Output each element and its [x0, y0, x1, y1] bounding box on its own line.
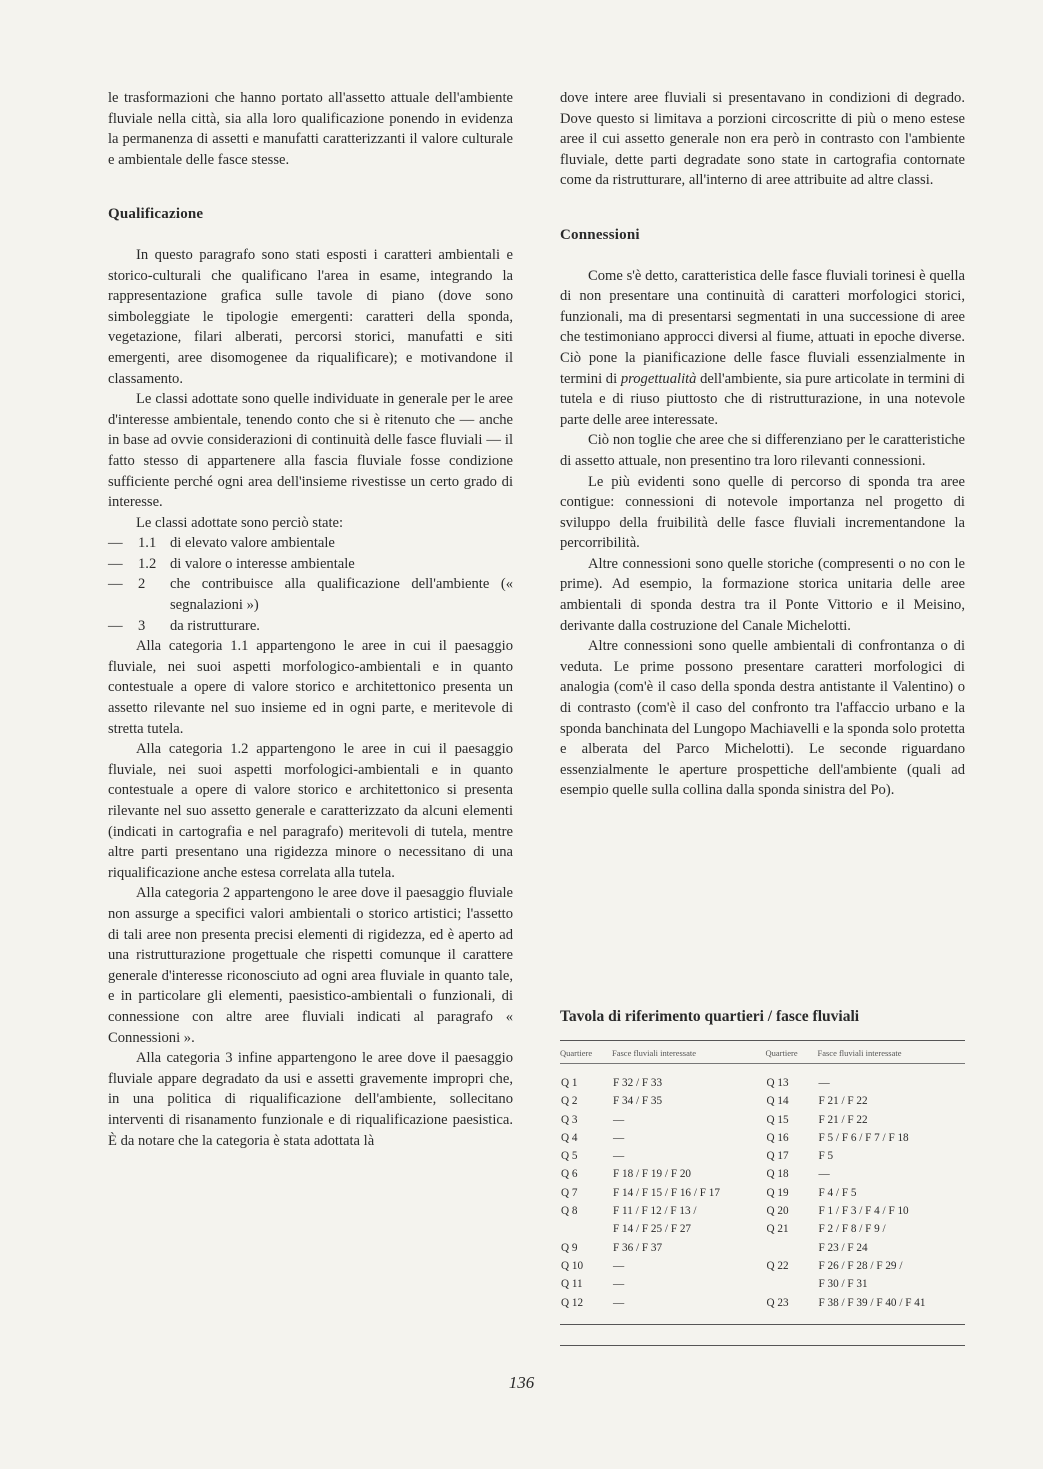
quartiere-cell: Q 11	[561, 1278, 583, 1291]
quartiere-cell: Q 9	[561, 1241, 578, 1254]
table-row	[766, 1184, 966, 1202]
paragraph: Alla categoria 1.2 appartengono le aree in cui il paesaggio fluviale, nei suoi aspetti morfologici-ambientali e in quanto contestuale a opere di valore storico e architettonico si presenta rilevante nel suo assetto generale e caratterizzato da alcuni elementi (indicati in cartografia e nel paragrafo) meritevoli di tutela, mentre altre parti presentano una rigidezza minore o necessitano di una riqualificazione anche estesa correlata alla tutela.	[108, 741, 513, 881]
fasce-cell: —	[613, 1131, 625, 1144]
list-dash: —	[108, 617, 123, 634]
table-right-block	[766, 1074, 966, 1312]
table-row	[560, 1294, 760, 1312]
reference-table	[560, 1040, 965, 1325]
table-row	[766, 1074, 966, 1092]
fasce-cell: F 11 / F 12 / F 13 /	[613, 1205, 697, 1218]
table-row	[766, 1147, 966, 1165]
fasce-cell: —	[818, 1077, 830, 1089]
fasce-cell: F 34 / F 35	[613, 1095, 663, 1108]
table-row	[766, 1092, 966, 1110]
header-fasce: Fasce fluviali interessate	[612, 1048, 697, 1058]
table-row	[766, 1220, 966, 1238]
header-quartiere: Quartiere	[765, 1048, 798, 1058]
table-row	[560, 1257, 760, 1275]
table-row	[766, 1165, 966, 1183]
table-row	[560, 1092, 760, 1110]
table-bottom-rule	[560, 1345, 965, 1346]
table-title: Tavola di riferimento quartieri / fasce fluviali	[560, 1008, 860, 1025]
class-code: 1.2	[138, 555, 157, 572]
class-code: 2	[138, 576, 146, 593]
table-row	[560, 1165, 760, 1183]
header-fasce: Fasce fluviali interessate	[817, 1048, 902, 1058]
quartiere-cell: Q 15	[766, 1113, 789, 1126]
paragraph-text: Come s'è detto, caratteristica delle fasce fluviali torinesi è quella di non presentare una continuità di caratteri morfologici storici, funzionali, ma di presentarsi segmentati in una successione di aree che testimoniano approcci diversi al fiume, attuati in epoche diverse. Ciò pone la pianificazione delle fasce fluviali essenzialmente in termini di	[560, 267, 965, 387]
table-row	[766, 1239, 966, 1257]
emphasis-text: progettualità	[620, 370, 697, 387]
table-row	[560, 1074, 760, 1092]
paragraph: Ciò non toglie che aree che si differenziano per le caratteristiche di assetto attuale, non presentino tra loro rilevanti connessioni.	[560, 432, 965, 469]
quartiere-cell: Q 23	[766, 1296, 789, 1309]
quartiere-cell: Q 5	[561, 1150, 578, 1163]
class-text: da ristrutturare.	[170, 617, 260, 634]
class-text: di elevato valore ambientale	[170, 535, 335, 552]
fasce-cell: F 14 / F 25 / F 27	[613, 1223, 692, 1236]
paragraph: Altre connessioni sono quelle storiche (compresenti o no con le prime). Ad esempio, la formazione storica unitaria delle aree ambientali di sponda destra tra il Ponte Vittorio e il Meisino, derivante dalla costruzione del Canale Michelotti.	[560, 555, 965, 634]
fasce-cell: —	[613, 1259, 625, 1272]
right-intro-paragraph: dove intere aree fluviali si presentavano in condizioni di degrado. Dove questo si limitava a porzioni circoscritte di più o meno estese aree il cui assetto generale non era però in contrasto con l'ambiente fluviale, dette parti degradate sono state in cartografia contornate come da ristrutturare, all'interno di aree attribuite ad altre classi.	[560, 90, 965, 189]
fasce-cell: F 1 / F 3 / F 4 / F 10	[818, 1205, 909, 1218]
quartiere-cell: Q 18	[766, 1168, 789, 1181]
table-left-block	[560, 1074, 760, 1312]
table-row	[560, 1129, 760, 1147]
section-heading-connessioni: Connessioni	[560, 226, 640, 243]
table-row	[560, 1184, 760, 1202]
quartiere-cell: Q 4	[561, 1131, 578, 1144]
table-row	[766, 1257, 966, 1275]
quartiere-cell: Q 6	[561, 1168, 578, 1181]
left-column	[108, 88, 513, 1151]
fasce-cell: F 2 / F 8 / F 9 /	[818, 1223, 886, 1236]
class-list-item	[108, 574, 513, 615]
table-row	[766, 1275, 966, 1293]
paragraph	[560, 266, 965, 431]
table-row	[766, 1129, 966, 1147]
paragraph-text: dell'ambiente, sia pure articolate in termini di tutela e di riuso piuttosto che di ristrutturazione, in una notevole parte delle aree interessate.	[560, 370, 965, 428]
fasce-cell: F 36 / F 37	[613, 1241, 663, 1254]
fasce-cell: —	[613, 1113, 625, 1126]
paragraph: Alla categoria 2 appartengono le aree dove il paesaggio fluviale non assurge a specifici valori ambientali o storico artistici; l'assetto di tali aree non presenta precisi elementi di rigidezza, ed è aperto ad una ristrutturazione progettuale che rispetti comunque il carattere generale d'interesse riconosciuto ad ogni area fluviale in quanto tale, e in particolare gli elementi, paesistico-ambientali o funzionali, di connessione con altre aree fluviali indicati al paragrafo « Connessioni ».	[108, 885, 513, 1046]
fasce-cell: F 21 / F 22	[818, 1095, 868, 1108]
quartiere-cell: Q 20	[766, 1205, 789, 1218]
table-row	[560, 1239, 760, 1257]
page-number: 136	[508, 1373, 535, 1392]
fasce-cell: —	[613, 1150, 625, 1163]
quartiere-cell: Q 13	[766, 1077, 789, 1089]
quartiere-cell: Q 14	[766, 1095, 789, 1108]
paragraph: Le classi adottate sono quelle individuate in generale per le aree d'interesse ambientale, tenendo conto che si è ritenuto che — anche in base ad ovvie considerazioni di continuità delle fasce fluviali — il fatto stesso di appartenere alla fascia fluviale fosse condizione sufficiente perché ogni area dell'insieme rivestisse un certo grado di interesse.	[108, 391, 513, 511]
table-row	[560, 1111, 760, 1129]
fasce-cell: —	[613, 1296, 625, 1309]
fasce-cell: F 21 / F 22	[818, 1113, 868, 1126]
quartiere-cell	[766, 1239, 819, 1257]
quartiere-cell	[766, 1275, 819, 1293]
class-list-item	[108, 616, 513, 637]
quartiere-cell: Q 17	[766, 1150, 789, 1163]
class-list-item	[108, 533, 513, 554]
paragraph: Le classi adottate sono perciò state:	[136, 514, 344, 531]
class-code: 1.1	[138, 535, 157, 552]
header-quartiere: Quartiere	[560, 1048, 593, 1058]
quartiere-cell: Q 21	[766, 1223, 789, 1236]
fasce-cell: —	[613, 1278, 625, 1291]
class-code: 3	[138, 617, 146, 634]
class-list-item	[108, 554, 513, 575]
paragraph: Alla categoria 1.1 appartengono le aree in cui il paesaggio fluviale, nei suoi aspetti morfologico-ambientali e in quanto contestuale a opere di valore storico e architettonico presenta un assetto rilevante nel suo insieme ed in ogni parte, e meritevole di stretta tutela.	[108, 638, 513, 737]
table-row	[766, 1111, 966, 1129]
fasce-cell: F 18 / F 19 / F 20	[613, 1168, 692, 1181]
fasce-cell: F 26 / F 28 / F 29 /	[818, 1259, 903, 1272]
paragraph: Alla categoria 3 infine appartengono le aree dove il paesaggio fluviale appare degradato da usi e assetti gravemente impropri che, in una politica di riqualificazione dell'ambiente, sollecitano interventi di risanamento funzionale e di riqualificazione paesistica. È da notare che la categoria è stata adottata là	[108, 1050, 513, 1149]
table-row	[560, 1220, 760, 1238]
fasce-cell: F 5 / F 6 / F 7 / F 18	[818, 1131, 909, 1144]
fasce-cell: F 38 / F 39 / F 40 / F 41	[818, 1296, 926, 1309]
paragraph: Le più evidenti sono quelle di percorso di sponda tra aree contigue: connessioni di notevole importanza nel progetto di sviluppo della fruibilità delle fasce fluviali incrementandone la percorribilità.	[560, 473, 965, 552]
quartiere-cell: Q 1	[561, 1077, 578, 1089]
quartiere-cell: Q 3	[561, 1113, 578, 1126]
quartiere-cell: Q 22	[766, 1259, 789, 1272]
table-row	[766, 1202, 966, 1220]
left-intro-paragraph: le trasformazioni che hanno portato all'assetto attuale dell'ambiente fluviale nella città, sia alla loro qualificazione ponendo in evidenza la permanenza di assetti e manufatti caratterizzanti il valore culturale e ambientale delle fasce stesse.	[108, 90, 513, 168]
fasce-cell: F 30 / F 31	[818, 1278, 868, 1291]
fasce-cell: F 32 / F 33	[613, 1077, 663, 1089]
table-row	[560, 1147, 760, 1165]
quartiere-cell: Q 2	[561, 1095, 578, 1108]
quartiere-cell: Q 19	[766, 1186, 789, 1199]
class-text: di valore o interesse ambientale	[170, 555, 355, 572]
list-dash: —	[108, 535, 123, 552]
table-row	[560, 1275, 760, 1293]
quartiere-cell	[560, 1220, 613, 1238]
table-header	[560, 1041, 965, 1064]
fasce-cell: F 23 / F 24	[818, 1241, 868, 1254]
class-text: che contribuisce alla qualificazione dell'ambiente (« segnalazioni »)	[170, 576, 513, 614]
list-dash: —	[108, 576, 123, 593]
quartiere-cell: Q 12	[561, 1296, 584, 1309]
quartiere-cell: Q 8	[561, 1205, 578, 1218]
fasce-cell: F 5	[818, 1150, 834, 1163]
quartiere-cell: Q 10	[561, 1259, 584, 1272]
paragraph: Altre connessioni sono quelle ambientali di confrontanza o di veduta. Le prime possono presentare caratteri morfologici di analogia (com'è il caso della sponda destra antistante il Valentino) o di contrasto (com'è il caso del confronto tra l'affaccio urbano e la sponda banchinata del Lungopo Machiavelli e la sponda solo protetta e alberata del Parco Michelotti). Le seconde riguardano essenzialmente le aperture prospettiche dell'ambiente (quali ad esempio quelle sulla collina dalla sponda sinistra del Po).	[560, 638, 965, 799]
table-row	[766, 1294, 966, 1312]
right-column	[560, 88, 965, 801]
section-heading-qualificazione: Qualificazione	[108, 206, 204, 223]
fasce-cell: F 14 / F 15 / F 16 / F 17	[613, 1186, 720, 1199]
table-row	[560, 1202, 760, 1220]
quartiere-cell: Q 7	[561, 1186, 578, 1199]
fasce-cell: F 4 / F 5	[818, 1186, 857, 1199]
paragraph: In questo paragrafo sono stati esposti i caratteri ambientali e storico-culturali che qualificano l'area in esame, integrando la rappresentazione grafica sulle tavole di piano (dove sono simboleggiate le tipologie emergenti: caratteri della sponda, vegetazione, filari alberati, percorsi storici, manufatti e siti emergenti, aree disomogenee da riqualificare); e motivandone il classamento.	[108, 246, 513, 387]
list-dash: —	[108, 555, 123, 572]
quartiere-cell: Q 16	[766, 1131, 789, 1144]
fasce-cell: —	[818, 1168, 830, 1181]
table-body	[560, 1064, 965, 1324]
